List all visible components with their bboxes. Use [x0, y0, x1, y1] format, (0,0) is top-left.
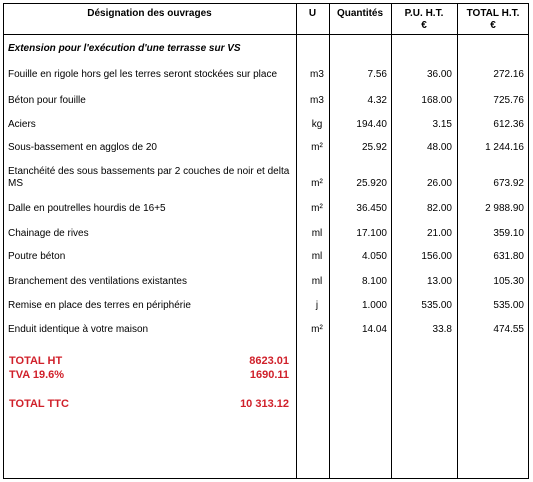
row-unit: m² — [311, 203, 323, 214]
row-designation: Remise en place des terres en périphérie — [8, 300, 191, 311]
total-ht-label: TOTAL HT — [9, 355, 63, 367]
header-unit-price-currency: € — [421, 20, 427, 31]
row-unit: ml — [311, 228, 323, 239]
row-total: 359.10 — [493, 228, 524, 239]
header-total-label: TOTAL H.T. — [466, 8, 520, 19]
row-designation: Sous-bassement en agglos de 20 — [8, 142, 157, 153]
header-quantity: Quantités — [336, 8, 384, 19]
section-title: Extension pour l'exécution d'une terrasse sur VS — [8, 43, 241, 54]
row-unit: kg — [311, 119, 323, 130]
total-ht-value: 8623.01 — [249, 355, 289, 367]
row-quantity: 1.000 — [361, 300, 387, 311]
row-unit: m3 — [310, 95, 324, 106]
row-quantity: 14.04 — [361, 324, 387, 335]
header-divider — [3, 34, 529, 35]
row-total: 673.92 — [493, 178, 524, 189]
row-quantity: 17.100 — [356, 228, 387, 239]
row-designation: Béton pour fouille — [8, 95, 86, 106]
row-unit-price: 156.00 — [421, 251, 452, 262]
row-unit-price: 21.00 — [426, 228, 452, 239]
total-ttc-value: 10 313.12 — [240, 398, 289, 410]
row-quantity: 36.450 — [356, 203, 387, 214]
row-designation: Dalle en poutrelles hourdis de 16+5 — [8, 203, 166, 214]
row-quantity: 25.920 — [356, 178, 387, 189]
row-designation: Etanchéité des sous bassements par 2 couches de noir et delta MS — [8, 166, 290, 189]
row-designation: Fouille en rigole hors gel les terres seront stockées sur place — [8, 69, 278, 80]
row-quantity: 194.40 — [356, 119, 387, 130]
row-quantity: 7.56 — [367, 69, 387, 80]
row-unit: m² — [311, 142, 323, 153]
row-total: 535.00 — [493, 300, 524, 311]
row-unit: m² — [311, 324, 323, 335]
row-unit: m3 — [310, 69, 324, 80]
row-total: 612.36 — [493, 119, 524, 130]
total-ttc-label: TOTAL TTC — [9, 398, 69, 410]
row-unit-price: 535.00 — [421, 300, 452, 311]
row-unit-price: 168.00 — [421, 95, 452, 106]
header-unit: U — [308, 8, 317, 19]
row-unit: ml — [311, 276, 323, 287]
row-designation: Aciers — [8, 119, 36, 130]
row-total: 474.55 — [493, 324, 524, 335]
row-total: 105.30 — [493, 276, 524, 287]
header-unit-price-label: P.U. H.T. — [404, 8, 444, 19]
row-designation: Branchement des ventilations existantes — [8, 276, 187, 287]
column-divider-unit-price — [391, 3, 392, 479]
row-designation: Poutre béton — [8, 251, 66, 262]
row-quantity: 25.92 — [361, 142, 387, 153]
row-total: 631.80 — [493, 251, 524, 262]
header-total — [457, 8, 529, 32]
row-unit-price: 33.8 — [432, 324, 452, 335]
row-quantity: 8.100 — [361, 276, 387, 287]
row-total: 1 244.16 — [485, 142, 524, 153]
row-unit-price: 48.00 — [426, 142, 452, 153]
row-designation: Chainage de rives — [8, 228, 89, 239]
tva-label: TVA 19.6% — [9, 369, 65, 381]
row-unit: ml — [311, 251, 323, 262]
row-unit-price: 3.15 — [432, 119, 452, 130]
row-quantity: 4.32 — [367, 95, 387, 106]
tva-value: 1690.11 — [249, 369, 289, 381]
header-unit-price — [391, 8, 457, 32]
row-unit-price: 36.00 — [426, 69, 452, 80]
row-designation: Enduit identique à votre maison — [8, 324, 149, 335]
header-total-currency: € — [490, 20, 496, 31]
row-unit: m² — [311, 178, 323, 189]
row-unit-price: 82.00 — [426, 203, 452, 214]
header-designation: Désignation des ouvrages — [87, 8, 212, 19]
row-unit-price: 26.00 — [426, 178, 452, 189]
row-total: 272.16 — [493, 69, 524, 80]
column-divider-total — [457, 3, 458, 479]
column-divider-unit — [296, 3, 297, 479]
row-unit: j — [315, 300, 319, 311]
row-quantity: 4.050 — [361, 251, 387, 262]
row-total: 2 988.90 — [485, 203, 524, 214]
row-unit-price: 13.00 — [426, 276, 452, 287]
row-total: 725.76 — [493, 95, 524, 106]
